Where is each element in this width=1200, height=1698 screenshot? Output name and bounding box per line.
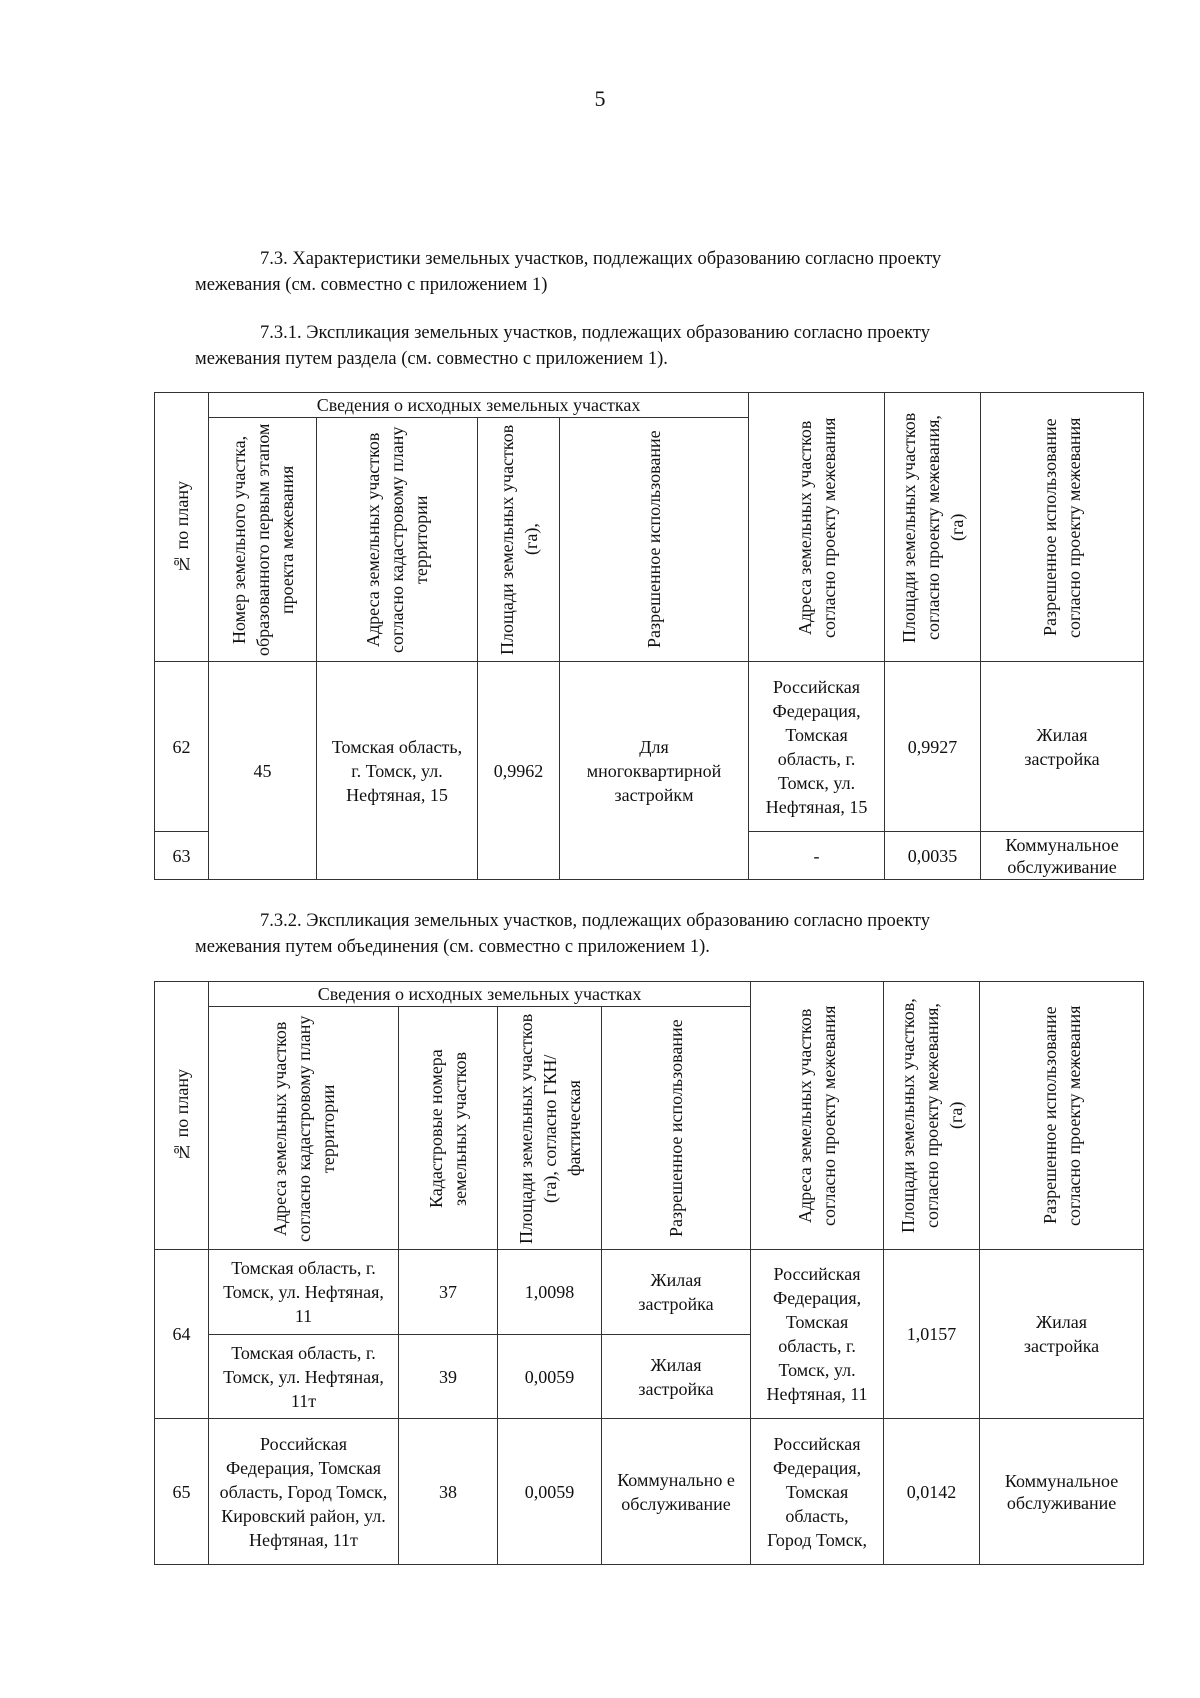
section-7-3-1-line2: межевания путем раздела (см. совместно с приложением 1). [195,349,668,369]
t1-row-62-no: 62 [155,662,209,832]
t2-row-64-src2-use: Жилая застройка [602,1335,751,1419]
merge-table [154,981,1144,1565]
t2-row-64-new-address: Российская Федерация, Томская область, г. Томск, ул. Нефтяная, 11 [751,1250,884,1419]
t1-row-63-no: 63 [155,832,209,880]
t2-row-65-src-address: Российская Федерация, Томская область, Город Томск, Кировский район, ул. Нефтяная, 11т [209,1419,399,1565]
t2-row-64-new-use: Жилая застройка [980,1250,1144,1419]
t2-header-new-address: Адреса земельных участков согласно проекту межевания [751,982,884,1250]
t2-header-src-cadastral: Кадастровые номера земельных участков [399,1007,498,1250]
t2-header-new-use: Разрешенное использование согласно проекту межевания [980,982,1144,1250]
t2-row-64-src1-use: Жилая застройка [602,1250,751,1335]
t1-header-src-area: Площади земельных участков (га), [478,418,560,662]
t2-row-64-src2-cadastral: 39 [399,1335,498,1419]
section-7-3-2-heading [195,908,1075,960]
t1-header-src-use: Разрешенное использование [560,418,749,662]
t2-header-src-area: Площади земельных участков (га), согласно ГКН/фактическая [498,1007,602,1250]
t2-header-src-address: Адреса земельных участков согласно кадастровому плану территории [209,1007,399,1250]
section-7-3-2-line1: 7.3.2. Экспликация земельных участков, подлежащих образованию согласно проекту [260,911,930,931]
t2-row-65-new-use: Коммунальное обслуживание [980,1419,1144,1565]
t2-row-65-new-address: Российская Федерация, Томская область, Город Томск, [751,1419,884,1565]
t2-row-65-src-cadastral: 38 [399,1419,498,1565]
t1-src-address: Томская область, г. Томск, ул. Нефтяная, 15 [317,662,478,880]
t2-row-64-src2-area: 0,0059 [498,1335,602,1419]
section-7-3-1-heading [195,320,1075,372]
t1-header-src-number: Номер земельного участка, образованного первым этапом проекта межевания [209,418,317,662]
t2-row-65-new-area: 0,0142 [884,1419,980,1565]
t1-header-src-address: Адреса земельных участков согласно кадастровому плану территории [317,418,478,662]
t2-row-65-src-use: Коммунально е обслуживание [602,1419,751,1565]
t1-src-use: Для многоквартирной застройкм [560,662,749,880]
t2-row-64-src2-address: Томская область, г. Томск, ул. Нефтяная, 11т [209,1335,399,1419]
t2-row-64-src1-address: Томская область, г. Томск, ул. Нефтяная, 11 [209,1250,399,1335]
t2-row-65-no: 65 [155,1419,209,1565]
t2-header-no: № по плану [155,982,209,1250]
t1-src-area: 0,9962 [478,662,560,880]
t1-header-no: № по плану [155,393,209,662]
t2-row-64-no: 64 [155,1250,209,1419]
t2-row-64-src1-cadastral: 37 [399,1250,498,1335]
section-7-3-heading [195,246,1075,298]
section-7-3-1-line1: 7.3.1. Экспликация земельных участков, подлежащих образованию согласно проекту [260,323,930,343]
t1-row-62-new-address: Российская Федерация, Томская область, г. Томск, ул. Нефтяная, 15 [749,662,885,832]
partition-table [154,392,1144,880]
t2-row-64-new-area: 1,0157 [884,1250,980,1419]
t1-header-new-use: Разрешенное использование согласно проекту межевания [981,393,1144,662]
t2-row-65-src-area: 0,0059 [498,1419,602,1565]
t1-src-number: 45 [209,662,317,880]
t1-header-group: Сведения о исходных земельных участках [209,393,749,418]
section-7-3-line1: 7.3. Характеристики земельных участков, подлежащих образованию согласно проекту [260,249,942,269]
section-7-3-line2: межевания (см. совместно с приложением 1) [195,275,548,295]
t1-header-new-address: Адреса земельных участков согласно проекту межевания [749,393,885,662]
section-7-3-2-line2: межевания путем объединения (см. совместно с приложением 1). [195,937,710,957]
t1-row-63-new-use: Коммунальное обслуживание [981,832,1144,880]
page-number: 5 [594,86,606,111]
t1-header-new-area: Площади земельных участков согласно проекту межевания, (га) [885,393,981,662]
t1-row-62-new-use: Жилая застройка [981,662,1144,832]
t2-header-src-use: Разрешенное использование [602,1007,751,1250]
t2-header-group: Сведения о исходных земельных участках [209,982,751,1007]
t1-row-62-new-area: 0,9927 [885,662,981,832]
t1-row-63-new-address: - [749,832,885,880]
t2-row-64-src1-area: 1,0098 [498,1250,602,1335]
t1-row-63-new-area: 0,0035 [885,832,981,880]
t2-header-new-area: Площади земельных участков, согласно проекту межевания, (га) [884,982,980,1250]
